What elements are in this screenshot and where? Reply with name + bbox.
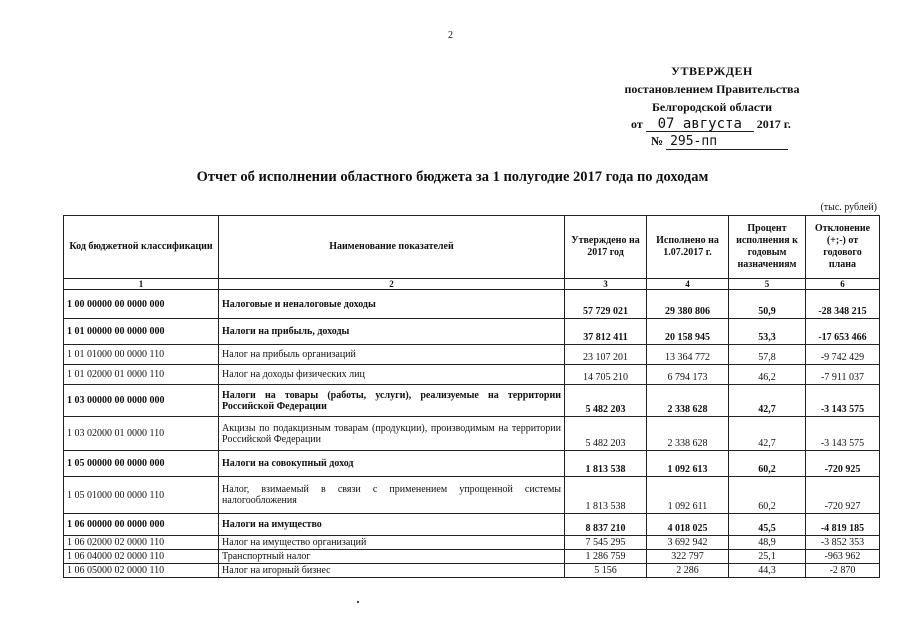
table-row — [64, 550, 880, 564]
units-note: (тыс. рублей) — [820, 202, 877, 213]
cell-deviation: -963 962 — [806, 550, 880, 564]
cell-deviation: -3 143 575 — [806, 385, 880, 417]
header-code: Код бюджетной классификации — [64, 216, 219, 279]
cell-executed: 29 380 806 — [647, 290, 729, 319]
date-prefix: от — [631, 117, 643, 131]
cell-executed: 3 692 942 — [647, 536, 729, 550]
cell-percent: 60,2 — [729, 451, 806, 477]
approval-date-line — [631, 117, 791, 132]
cell-percent: 25,1 — [729, 550, 806, 564]
cell-code: 1 03 00000 00 0000 000 — [64, 385, 219, 417]
number-prefix: № — [651, 134, 664, 148]
cell-executed: 20 158 945 — [647, 319, 729, 345]
approval-region: Белгородской области — [651, 100, 773, 114]
number-handwritten: 295-пп — [666, 135, 788, 150]
cell-percent: 42,7 — [729, 417, 806, 451]
cell-code: 1 06 00000 00 0000 000 — [64, 514, 219, 536]
cell-percent: 50,9 — [729, 290, 806, 319]
cell-name: Налоги на прибыль, доходы — [219, 319, 565, 345]
cell-percent: 44,3 — [729, 564, 806, 578]
cell-percent: 46,2 — [729, 365, 806, 385]
cell-code: 1 00 00000 00 0000 000 — [64, 290, 219, 319]
cell-executed: 1 092 611 — [647, 477, 729, 514]
cell-executed: 2 338 628 — [647, 417, 729, 451]
approval-number-line — [651, 134, 788, 150]
header-executed: Исполнено на 1.07.2017 г. — [647, 216, 729, 279]
cell-approved: 37 812 411 — [565, 319, 647, 345]
cell-name: Налог, взимаемый в связи с применением упрощенной системы налогообложения — [219, 477, 565, 514]
revenue-table — [63, 215, 880, 578]
table-row — [64, 564, 880, 578]
cell-executed: 1 092 613 — [647, 451, 729, 477]
cell-code: 1 06 05000 02 0000 110 — [64, 564, 219, 578]
cell-code: 1 06 04000 02 0000 110 — [64, 550, 219, 564]
cell-executed: 13 364 772 — [647, 345, 729, 365]
table-row — [64, 451, 880, 477]
cell-executed: 2 338 628 — [647, 385, 729, 417]
approval-block — [612, 62, 812, 116]
cell-deviation: -720 927 — [806, 477, 880, 514]
cell-name: Налог на доходы физических лиц — [219, 365, 565, 385]
column-number: 2 — [219, 279, 565, 290]
column-number-row — [64, 279, 880, 290]
cell-approved: 5 156 — [565, 564, 647, 578]
scan-speck — [357, 601, 359, 603]
column-number: 4 — [647, 279, 729, 290]
cell-name: Акцизы по подакцизным товарам (продукции), производимым на территории Российской Федерации — [219, 417, 565, 451]
table-row — [64, 319, 880, 345]
cell-approved: 57 729 021 — [565, 290, 647, 319]
table-row — [64, 365, 880, 385]
cell-code: 1 03 02000 01 0000 110 — [64, 417, 219, 451]
column-number: 6 — [806, 279, 880, 290]
cell-approved: 8 837 210 — [565, 514, 647, 536]
table-row — [64, 345, 880, 365]
cell-executed: 2 286 — [647, 564, 729, 578]
approval-decree: постановлением Правительства — [624, 82, 800, 96]
cell-deviation: -9 742 429 — [806, 345, 880, 365]
cell-deviation: -17 653 466 — [806, 319, 880, 345]
table-row — [64, 417, 880, 451]
table-row — [64, 536, 880, 550]
cell-name: Налоги на товары (работы, услуги), реализуемые на территории Российской Федерации — [219, 385, 565, 417]
approval-title: УТВЕРЖДЕН — [671, 64, 753, 78]
cell-name: Налоги на имущество — [219, 514, 565, 536]
cell-deviation: -28 348 215 — [806, 290, 880, 319]
cell-code: 1 05 01000 00 0000 110 — [64, 477, 219, 514]
table-row — [64, 477, 880, 514]
table-row — [64, 385, 880, 417]
header-percent: Процент исполнения к годовым назначениям — [729, 216, 806, 279]
header-row — [64, 216, 880, 279]
date-suffix: 2017 г. — [756, 117, 791, 131]
cell-percent: 48,9 — [729, 536, 806, 550]
table-row — [64, 514, 880, 536]
cell-name: Налоги на совокупный доход — [219, 451, 565, 477]
cell-percent: 53,3 — [729, 319, 806, 345]
cell-name: Транспортный налог — [219, 550, 565, 564]
cell-name: Налог на имущество организаций — [219, 536, 565, 550]
cell-approved: 14 705 210 — [565, 365, 647, 385]
cell-approved: 23 107 201 — [565, 345, 647, 365]
cell-deviation: -7 911 037 — [806, 365, 880, 385]
cell-approved: 7 545 295 — [565, 536, 647, 550]
page-number: 2 — [448, 30, 453, 41]
date-handwritten: 07 августа — [646, 117, 754, 132]
cell-name: Налог на прибыль организаций — [219, 345, 565, 365]
cell-approved: 5 482 203 — [565, 385, 647, 417]
cell-executed: 4 018 025 — [647, 514, 729, 536]
cell-name: Налоговые и неналоговые доходы — [219, 290, 565, 319]
cell-code: 1 06 02000 02 0000 110 — [64, 536, 219, 550]
cell-executed: 6 794 173 — [647, 365, 729, 385]
cell-percent: 57,8 — [729, 345, 806, 365]
cell-code: 1 05 00000 00 0000 000 — [64, 451, 219, 477]
cell-percent: 42,7 — [729, 385, 806, 417]
column-number: 5 — [729, 279, 806, 290]
cell-percent: 45,5 — [729, 514, 806, 536]
cell-deviation: -4 819 185 — [806, 514, 880, 536]
cell-approved: 1 813 538 — [565, 477, 647, 514]
cell-code: 1 01 01000 00 0000 110 — [64, 345, 219, 365]
column-number: 1 — [64, 279, 219, 290]
cell-code: 1 01 02000 01 0000 110 — [64, 365, 219, 385]
cell-code: 1 01 00000 00 0000 000 — [64, 319, 219, 345]
cell-name: Налог на игорный бизнес — [219, 564, 565, 578]
cell-deviation: -720 925 — [806, 451, 880, 477]
cell-deviation: -2 870 — [806, 564, 880, 578]
header-approved: Утверждено на 2017 год — [565, 216, 647, 279]
cell-approved: 1 286 759 — [565, 550, 647, 564]
cell-approved: 5 482 203 — [565, 417, 647, 451]
header-deviation: Отклонение (+;-) от годового плана — [806, 216, 880, 279]
document-title: Отчет об исполнении областного бюджета за 1 полугодие 2017 года по доходам — [196, 169, 709, 185]
cell-deviation: -3 143 575 — [806, 417, 880, 451]
cell-deviation: -3 852 353 — [806, 536, 880, 550]
cell-executed: 322 797 — [647, 550, 729, 564]
header-name: Наименование показателей — [219, 216, 565, 279]
cell-approved: 1 813 538 — [565, 451, 647, 477]
column-number: 3 — [565, 279, 647, 290]
table-row — [64, 290, 880, 319]
cell-percent: 60,2 — [729, 477, 806, 514]
